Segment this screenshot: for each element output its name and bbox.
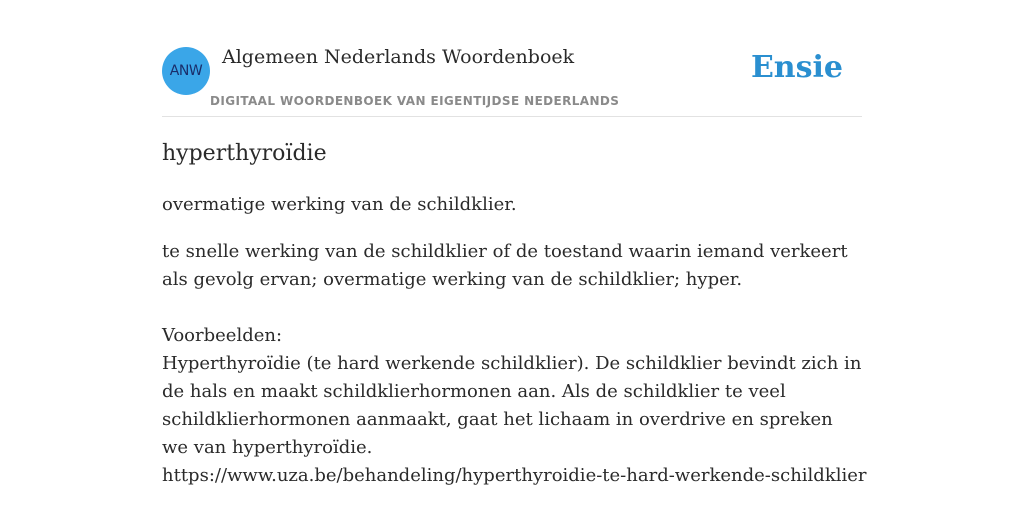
- examples-heading: Voorbeelden:: [162, 325, 283, 346]
- logo-text: ANW: [169, 63, 203, 79]
- site-subtitle: DIGITAAL WOORDENBOEK VAN EIGENTIJDSE NEDERLANDS: [210, 94, 620, 108]
- source-link[interactable]: https://www.uza.be/behandeling/hyperthyroidie-te-hard-werkende-schildklier: [162, 465, 867, 486]
- ensie-brand-logo[interactable]: Ensie: [750, 50, 843, 85]
- long-definition: te snelle werking van de schildklier of de toestand waarin iemand verkeert als gevolg ervan; overmatige werking van de schildklier; hyper.: [162, 241, 848, 290]
- entry-term: hyperthyroïdie: [162, 141, 327, 166]
- site-title[interactable]: Algemeen Nederlands Woordenboek: [222, 46, 575, 68]
- example-text: Hyperthyroïdie (te hard werkende schildklier). De schildklier bevindt zich in de hals en maakt schildklierhormonen aan. Als de schildklier te veel schildklierhormonen aanmaakt, gaat het lichaam in overdrive en spreken we van hyperthyroïdie.: [162, 353, 862, 458]
- short-definition: overmatige werking van de schildklier.: [162, 194, 517, 215]
- entry-content: [162, 138, 867, 490]
- anw-logo[interactable]: [162, 47, 210, 95]
- site-header: [162, 40, 862, 117]
